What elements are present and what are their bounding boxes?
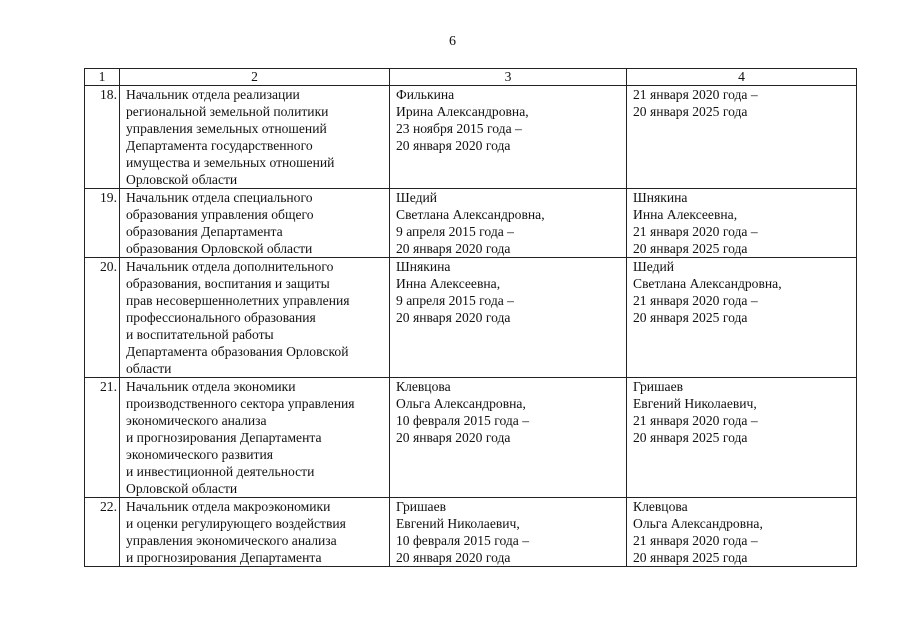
previous-holder-line: Инна Алексеевна, xyxy=(396,276,501,291)
position-cell xyxy=(120,189,390,258)
row-number: 22. xyxy=(85,498,120,567)
table-row xyxy=(85,378,857,498)
table-header xyxy=(85,69,857,86)
current-holder-line: Ольга Александровна, xyxy=(633,516,763,531)
row-number: 18. xyxy=(85,86,120,189)
current-holder-cell xyxy=(627,378,857,498)
header-row xyxy=(85,69,857,86)
position-line: Начальник отдела дополнительного xyxy=(126,259,334,274)
position-line: управления экономического анализа xyxy=(126,533,337,548)
previous-holder-line: 9 апреля 2015 года – xyxy=(396,293,514,308)
position-line: образования Орловской области xyxy=(126,241,313,256)
position-line: и воспитательной работы xyxy=(126,327,274,342)
previous-holder-cell xyxy=(390,378,627,498)
position-line: имущества и земельных отношений xyxy=(126,155,335,170)
current-holder-line: Евгений Николаевич, xyxy=(633,396,757,411)
position-line: производственного сектора управления xyxy=(126,396,355,411)
current-holder-cell xyxy=(627,498,857,567)
position-line: экономического анализа xyxy=(126,413,267,428)
current-holder-line: Шнякина xyxy=(633,190,688,205)
current-holder-line: 21 января 2020 года – xyxy=(633,224,758,239)
position-line: и прогнозирования Департамента xyxy=(126,550,322,565)
previous-holder-line: 20 января 2020 года xyxy=(396,310,511,325)
position-line: экономического развития xyxy=(126,447,273,462)
previous-holder-line: Шедий xyxy=(396,190,438,205)
previous-holder-line: 20 января 2020 года xyxy=(396,430,511,445)
header-col-4: 4 xyxy=(627,69,857,86)
position-line: Начальник отдела экономики xyxy=(126,379,296,394)
previous-holder-line: Светлана Александровна, xyxy=(396,207,545,222)
row-number: 21. xyxy=(85,378,120,498)
previous-holder-line: Клевцова xyxy=(396,379,451,394)
header-col-1: 1 xyxy=(85,69,120,86)
current-holder-cell xyxy=(627,258,857,378)
position-line: Департамента образования Орловской xyxy=(126,344,349,359)
current-holder-line: 21 января 2020 года – xyxy=(633,413,758,428)
previous-holder-line: Филькина xyxy=(396,87,455,102)
previous-holder-line: 20 января 2020 года xyxy=(396,550,511,565)
current-holder-line: Шедий xyxy=(633,259,675,274)
previous-holder-line: 20 января 2020 года xyxy=(396,241,511,256)
position-line: области xyxy=(126,361,172,376)
position-line: Начальник отдела реализации xyxy=(126,87,300,102)
row-number: 19. xyxy=(85,189,120,258)
position-line: и инвестиционной деятельности xyxy=(126,464,315,479)
previous-holder-cell xyxy=(390,189,627,258)
previous-holder-line: Ольга Александровна, xyxy=(396,396,526,411)
previous-holder-line: 10 февраля 2015 года – xyxy=(396,413,530,428)
header-col-3: 3 xyxy=(390,69,627,86)
previous-holder-line: Ирина Александровна, xyxy=(396,104,529,119)
table-row xyxy=(85,189,857,258)
current-holder-line: Гришаев xyxy=(633,379,684,394)
header-col-2: 2 xyxy=(120,69,390,86)
position-line: образования Департамента xyxy=(126,224,283,239)
position-line: Орловской области xyxy=(126,481,238,496)
position-cell xyxy=(120,86,390,189)
position-cell xyxy=(120,498,390,567)
current-holder-line: 21 января 2020 года – xyxy=(633,87,758,102)
current-holder-line: 20 января 2025 года xyxy=(633,550,748,565)
current-holder-line: 21 января 2020 года – xyxy=(633,533,758,548)
previous-holder-line: 9 апреля 2015 года – xyxy=(396,224,514,239)
previous-holder-line: Шнякина xyxy=(396,259,451,274)
table-body xyxy=(85,86,857,567)
previous-holder-cell xyxy=(390,258,627,378)
position-line: Начальник отдела специального xyxy=(126,190,313,205)
appointments-table xyxy=(84,68,857,567)
current-holder-cell xyxy=(627,189,857,258)
position-line: Начальник отдела макроэкономики xyxy=(126,499,331,514)
position-line: и прогнозирования Департамента xyxy=(126,430,322,445)
current-holder-line: 20 января 2025 года xyxy=(633,310,748,325)
current-holder-line: Светлана Александровна, xyxy=(633,276,782,291)
position-line: региональной земельной политики xyxy=(126,104,329,119)
current-holder-line: 20 января 2025 года xyxy=(633,430,748,445)
current-holder-line: 20 января 2025 года xyxy=(633,241,748,256)
position-line: профессионального образования xyxy=(126,310,316,325)
position-line: образования управления общего xyxy=(126,207,314,222)
current-holder-cell xyxy=(627,86,857,189)
position-cell xyxy=(120,378,390,498)
previous-holder-line: 10 февраля 2015 года – xyxy=(396,533,530,548)
previous-holder-cell xyxy=(390,498,627,567)
table-row xyxy=(85,86,857,189)
position-line: управления земельных отношений xyxy=(126,121,327,136)
table-row xyxy=(85,498,857,567)
current-holder-line: 20 января 2025 года xyxy=(633,104,748,119)
current-holder-line: Инна Алексеевна, xyxy=(633,207,738,222)
position-line: Орловской области xyxy=(126,172,238,187)
page-number: 6 xyxy=(449,34,456,49)
table-row xyxy=(85,258,857,378)
previous-holder-line: 23 ноября 2015 года – xyxy=(396,121,522,136)
position-line: Департамента государственного xyxy=(126,138,313,153)
previous-holder-cell xyxy=(390,86,627,189)
position-line: и оценки регулирующего воздействия xyxy=(126,516,346,531)
current-holder-line: Клевцова xyxy=(633,499,688,514)
previous-holder-line: 20 января 2020 года xyxy=(396,138,511,153)
previous-holder-line: Евгений Николаевич, xyxy=(396,516,520,531)
position-line: образования, воспитания и защиты xyxy=(126,276,330,291)
position-cell xyxy=(120,258,390,378)
current-holder-line: 21 января 2020 года – xyxy=(633,293,758,308)
previous-holder-line: Гришаев xyxy=(396,499,447,514)
position-line: прав несовершеннолетних управления xyxy=(126,293,350,308)
row-number: 20. xyxy=(85,258,120,378)
